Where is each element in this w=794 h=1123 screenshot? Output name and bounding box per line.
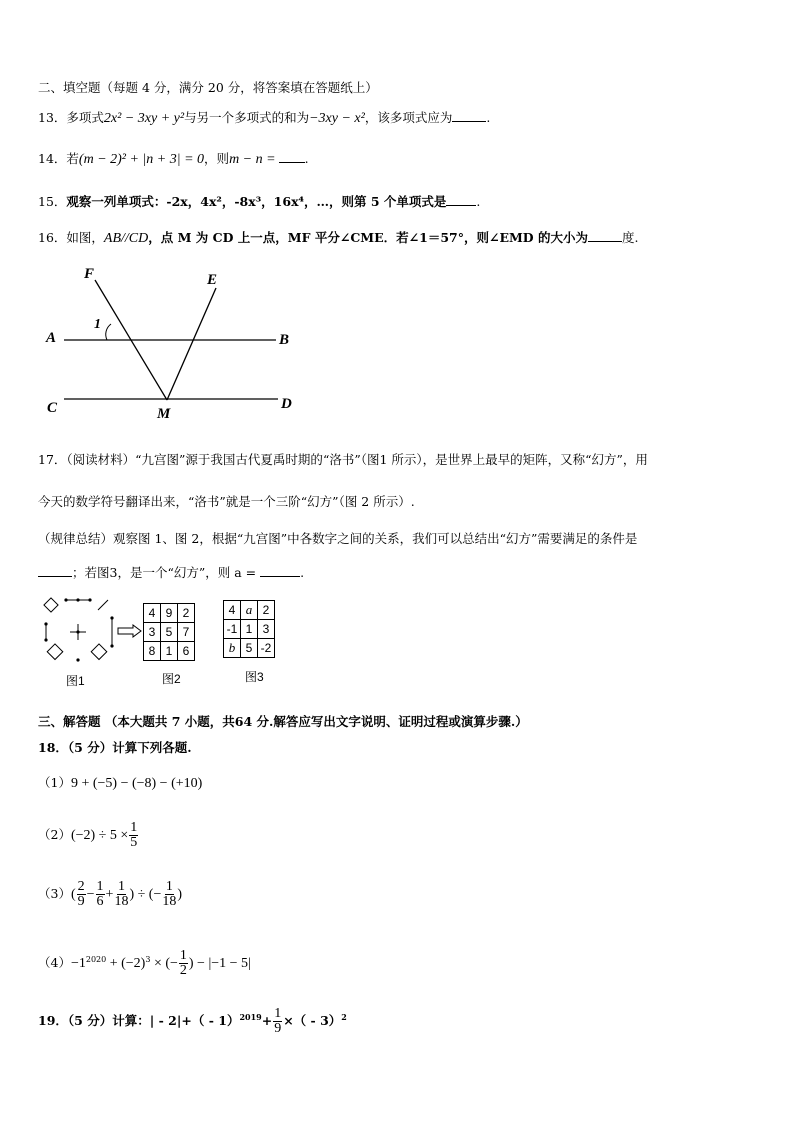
q19-a: | - 2|+（ - 1） (149, 1013, 240, 1029)
figure-3-grid (223, 600, 275, 658)
q18-p1-expr: 9 + (−5) − (−8) − (+10) (70, 776, 203, 791)
label-a: A (46, 330, 57, 346)
luoshu-dot (88, 598, 91, 601)
q18-p3-frac-4 (162, 880, 176, 909)
label-f: F (84, 266, 95, 282)
q18-part-3 (38, 877, 182, 912)
grid2-cell: 8 (144, 642, 161, 661)
luoshu-diamond-tl (44, 598, 58, 612)
q13-number: 13． (38, 110, 67, 125)
q14-expr: (m − 2)² + |n + 3| = 0 (78, 152, 205, 167)
grid2-cell: 3 (144, 623, 161, 642)
frac-den: 5 (130, 835, 138, 850)
q18-p3-open: ( (70, 887, 76, 902)
q16-answer-blank[interactable] (588, 229, 622, 242)
q18-part-4 (38, 943, 251, 981)
label-c: C (47, 400, 58, 416)
figure-3-caption: 图3 (245, 670, 264, 684)
q18-p3-frac-3 (114, 880, 128, 909)
q13-answer-blank[interactable] (452, 109, 486, 122)
luoshu-diamond-bl (47, 644, 63, 660)
q17-line-4-end: . (300, 565, 305, 580)
frac-den: 2 (179, 963, 187, 979)
question-16 (38, 229, 638, 247)
q18-p3-op: + (105, 887, 114, 902)
q19-exp1: 2019 (239, 1012, 262, 1022)
grid3-cell: -1 (224, 620, 241, 639)
q14-answer-blank[interactable] (279, 150, 305, 163)
q17-line-4-text: ；若图3，是一个“幻方”，则 a = (72, 565, 257, 580)
q18-p4-b: + (−2) (106, 956, 146, 972)
section-2-title: 二、填空题（每题 4 分，满分 20 分，将答案填在答题纸上） (38, 80, 378, 95)
q18-p4-fraction (179, 949, 188, 978)
q18-part-2 (38, 818, 139, 853)
ray-me (167, 288, 216, 400)
q16-end: 度. (622, 230, 639, 245)
frac-den: 18 (162, 894, 177, 909)
q19-fraction (273, 1007, 282, 1036)
q18-p3-label: （3） (38, 886, 71, 901)
frac-den: 6 (96, 894, 104, 909)
grid3-cell: 5 (241, 639, 258, 658)
q13-end: . (486, 110, 491, 125)
luoshu-dot (44, 622, 47, 625)
q18-part-1 (38, 775, 202, 792)
q18-p1-label: （1） (38, 775, 71, 790)
q17-line-1: 17．（阅读材料）“九宫图”源于我国古代夏禹时期的“洛书”（图1 所示），是世界上最早的矩阵，又称“幻方”，用 (38, 452, 648, 467)
frac-den: 18 (114, 894, 129, 909)
question-15 (38, 193, 480, 210)
q18-p3-frac-2 (96, 880, 105, 909)
q17-line-2: 今天的数学符号翻译出来，“洛书”就是一个三阶“幻方”（图 2 所示）. (38, 494, 415, 509)
luoshu-dot (76, 658, 79, 661)
q18-p3-close: ) ÷ (− (129, 887, 162, 902)
frac-num: 1 (165, 879, 173, 894)
frac-num: 1 (130, 820, 138, 835)
section-3-title: 三、解答题 （本大题共 7 小题，共64 分.解答应写出文字说明、证明过程或演算步骤.） (38, 714, 528, 729)
frac-num: 1 (179, 948, 187, 964)
q18-title: 18．（5 分）计算下列各题. (38, 740, 192, 755)
grid3-cell: b (224, 639, 241, 658)
q13-pre: 多项式 (66, 110, 104, 125)
q18-p3-op: − (86, 887, 95, 902)
luoshu-dot (44, 638, 47, 641)
q16-text: ，点 M 为 CD 上一点，MF 平分∠CME．若∠1＝57°，则∠EMD 的大小为 (148, 230, 588, 245)
frac-num: 1 (117, 879, 125, 894)
angle-1-arc (106, 324, 111, 340)
figure-2-caption: 图2 (162, 672, 181, 686)
grid3-cell: -2 (258, 639, 275, 658)
q18-p4-c: × (− (150, 956, 178, 972)
q17-condition-blank[interactable] (38, 564, 72, 577)
q14-mid: ，则 (204, 151, 230, 166)
q18-p2-expr: (−2) ÷ 5 × (70, 828, 129, 843)
q15-answer-blank[interactable] (446, 193, 476, 206)
q16-pre: 如图， (66, 230, 104, 245)
q14-end: . (304, 151, 309, 166)
figure-2-grid (143, 603, 195, 661)
q17-line-3: （规律总结）观察图 1、图 2，根据“九宫图”中各数字之间的关系，我们可以总结出“幻方”需要满足的条件是 (38, 531, 638, 546)
luoshu-dot (76, 630, 79, 633)
q18-p3-frac-1 (77, 880, 86, 909)
q14-pre: 若 (66, 151, 79, 166)
frac-den: 9 (274, 1021, 282, 1037)
luoshu-diamond-br (91, 644, 107, 660)
grid2-cell: 9 (161, 604, 178, 623)
question-13 (38, 109, 490, 127)
label-m: M (157, 406, 171, 422)
grid2-cell: 1 (161, 642, 178, 661)
grid3-row (224, 601, 275, 620)
q13-mid: 与另一个多项式的和为 (184, 110, 310, 125)
luoshu-dot (64, 598, 67, 601)
figure-16-diagram (40, 262, 310, 424)
grid2-cell: 7 (178, 623, 195, 642)
q18-p4-a: −1 (70, 956, 86, 972)
grid3-cell: 2 (258, 601, 275, 620)
q18-p4-exp1: 2020 (85, 955, 107, 964)
label-e: E (207, 272, 218, 288)
luoshu-dot (76, 598, 79, 601)
q16-number: 16． (38, 230, 67, 245)
q19-plus: + (261, 1013, 273, 1029)
grid3-cell: a (241, 601, 258, 620)
frac-num: 1 (96, 879, 104, 894)
figure-1-luoshu (38, 594, 122, 666)
q18-p4-label: （4） (38, 955, 71, 971)
q13-expr: 2x² − 3xy + y² (103, 111, 185, 126)
q14-number: 14． (38, 151, 67, 166)
grid2-row (144, 604, 195, 623)
grid2-cell: 2 (178, 604, 195, 623)
q15-end: . (476, 194, 481, 209)
frac-den: 9 (77, 894, 85, 909)
q17-line-4 (38, 564, 304, 581)
luoshu-dot (110, 644, 113, 647)
q16-expr: AB//CD (103, 231, 149, 246)
frac-num: 1 (274, 1006, 282, 1022)
q15-text: 观察一列单项式：-2x，4x²，-8x³，16x⁴，…，则第 5 个单项式是 (66, 194, 447, 209)
grid3-cell: 1 (241, 620, 258, 639)
q18-p4-exp2: 3 (145, 955, 151, 964)
question-19 (38, 1000, 347, 1038)
grid2-row (144, 623, 195, 642)
q13-expr2: −3xy − x² (309, 111, 365, 126)
grid3-row (224, 639, 275, 658)
label-d: D (281, 396, 292, 412)
label-angle-1: 1 (94, 317, 101, 332)
question-14 (38, 150, 309, 168)
grid3-row (224, 620, 275, 639)
grid2-cell: 5 (161, 623, 178, 642)
luoshu-dot (110, 616, 113, 619)
q14-expr2: m − n = (229, 152, 276, 167)
grid2-cell: 4 (144, 604, 161, 623)
q19-b: ×（ - 3） (283, 1013, 342, 1029)
q13-post: ，该多项式应为 (364, 110, 453, 125)
q17-a-blank[interactable] (260, 564, 300, 577)
q18-p3-end: ) (177, 887, 183, 902)
q18-p2-fraction (129, 821, 138, 850)
luoshu-tr-line (98, 600, 108, 610)
arrow-right-icon (117, 624, 143, 638)
grid3-cell: 4 (224, 601, 241, 620)
label-b: B (279, 332, 290, 348)
grid2-cell: 6 (178, 642, 195, 661)
grid3-cell: 3 (258, 620, 275, 639)
grid2-row (144, 642, 195, 661)
q19-label: 19．（5 分）计算： (38, 1013, 150, 1029)
frac-num: 2 (77, 879, 85, 894)
q18-p2-label: （2） (38, 827, 71, 842)
q15-number: 15． (38, 194, 67, 209)
q18-p4-e: ) − |−1 − 5| (188, 956, 251, 972)
q19-exp2: 2 (341, 1012, 347, 1022)
figure-1-caption: 图1 (66, 674, 85, 688)
